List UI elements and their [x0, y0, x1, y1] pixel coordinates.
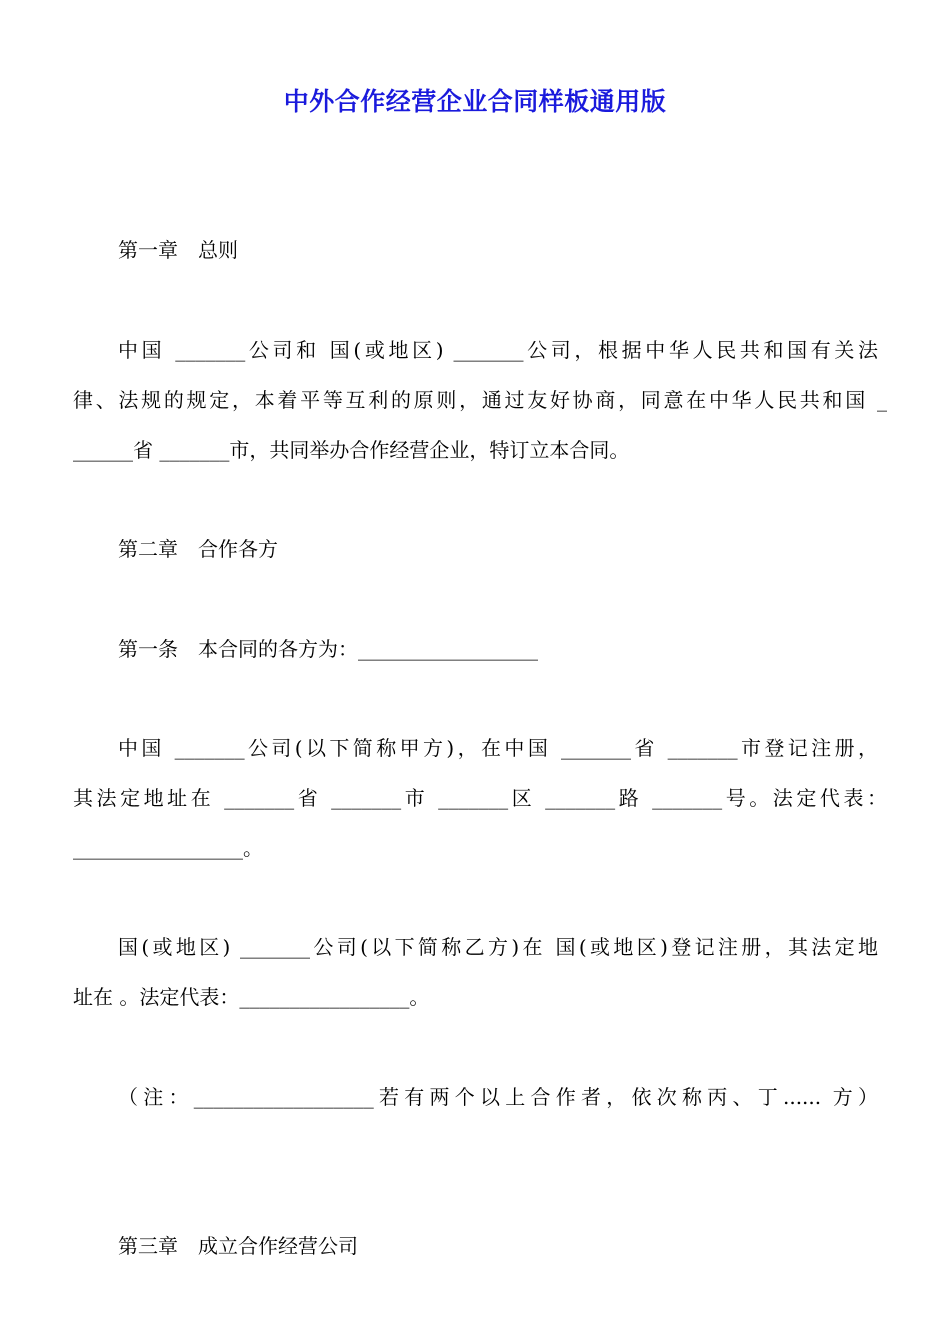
note-line: （注：__________________若有两个以上合作者，依次称丙、丁...... 方） [118, 1085, 878, 1109]
chapter-1-heading: 第一章 总则 [118, 238, 238, 262]
party-a-line: 其法定地址在 _______省 _______市 _______区 _______路 _______号。法定代表： [73, 786, 887, 810]
party-a-line: 中国 _______公司(以下简称甲方)，在中国 _______省 _______市登记注册， [118, 736, 878, 760]
document-title: 中外合作经营企业合同样板通用版 [283, 87, 667, 116]
article-1-line: 第一条 本合同的各方为：__________________ [118, 637, 538, 661]
paragraph-line: ______省 _______市，共同举办合作经营企业，特订立本合同。 [73, 438, 630, 462]
party-b-line: 址在 。法定代表：_________________。 [73, 985, 430, 1009]
party-a-line: _________________。 [73, 836, 263, 860]
chapter-3-heading: 第三章 成立合作经营公司 [118, 1234, 358, 1258]
paragraph-line: 律、法规的规定，本着平等互利的原则，通过友好协商，同意在中华人民共和国 _ [73, 388, 887, 412]
chapter-2-heading: 第二章 合作各方 [118, 537, 278, 561]
party-b-line: 国(或地区) _______公司(以下简称乙方)在 国(或地区)登记注册，其法定地 [118, 935, 878, 959]
paragraph-line: 中国 _______公司和 国(或地区) _______公司，根据中华人民共和国有关法 [118, 338, 878, 362]
